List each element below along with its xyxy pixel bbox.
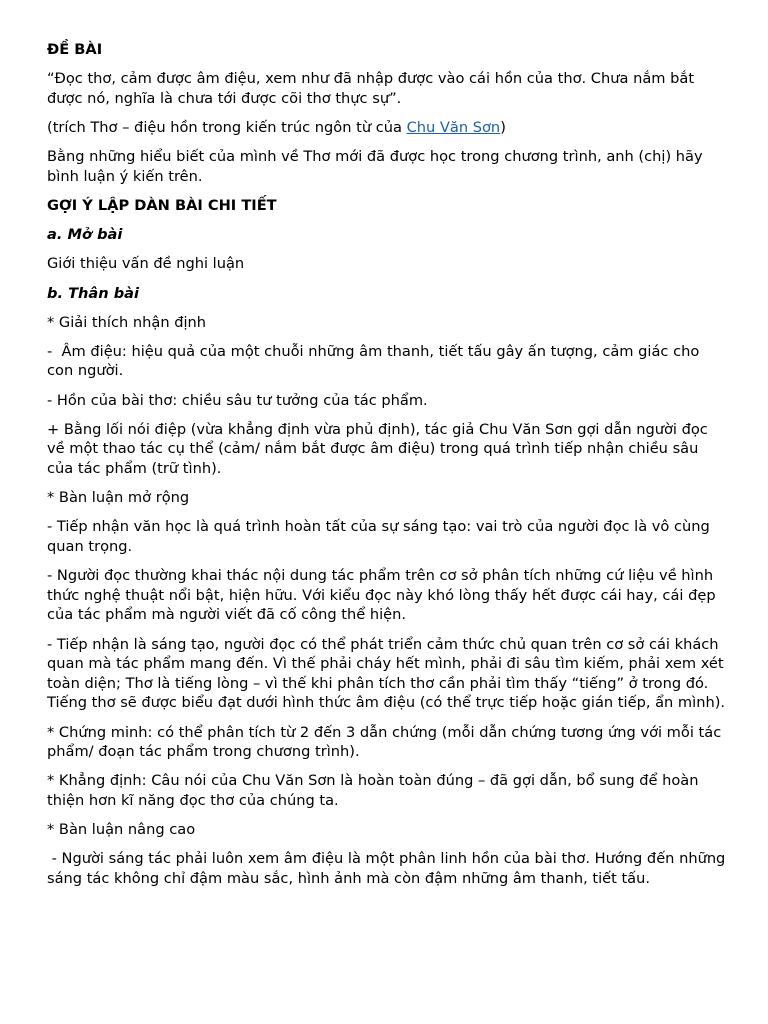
body-paragraph: * Bàn luận nâng cao [47,821,196,839]
source-suffix: ) [500,118,506,136]
section-b-heading: b. Thân bài [47,284,140,302]
section-a-heading: a. Mở bài [47,226,123,244]
body-paragraph: + Bằng lối nói điệp (vừa khẳng định vừa phủ định), tác giả Chu Văn Sơn gợi dẫn người đọc về một thao tác cụ thể (cảm/ nắm bắt được âm điệu) trong quá trình tiếp nhận chiều sâu của tác phẩm (trữ tình). [47,420,713,478]
source-paragraph [47,118,729,138]
document-page [47,40,729,898]
body-paragraph: - Người sáng tác phải luôn xem âm điệu là một phân linh hồn của bài thơ. Hướng đến những sáng tác không chỉ đậm màu sắc, hình ảnh mà còn đậm những âm thanh, tiết tấu. [47,850,730,887]
author-link[interactable]: Chu Văn Sơn [406,118,501,136]
body-paragraph: * Khẳng định: Câu nói của Chu Văn Sơn là hoàn toàn đúng – đã gợi dẫn, bổ sung để hoàn thiện hơn kĩ năng đọc thơ của chúng ta. [47,772,704,809]
quote-paragraph: “Đọc thơ, cảm được âm điệu, xem như đã nhập được vào cái hồn của thơ. Chưa nắm bắt được nó, nghĩa là chưa tới được cõi thơ thực sự”. [47,70,699,107]
body-paragraph: * Giải thích nhận định [47,313,207,331]
task-paragraph: Bằng những hiểu biết của mình về Thơ mới đã được học trong chương trình, anh (chị) hãy bình luận ý kiến trên. [47,148,708,185]
body-paragraph: - Tiếp nhận là sáng tạo, người đọc có thể phát triển cảm thức chủ quan trên cơ sở cái khách quan mà tác phẩm mang đến. Vì thế phải cháy hết mình, phải đi sâu tìm kiếm, phải xem xét toàn diện; Thơ là tiếng lòng – vì thế khi phân tích thơ cần phải tìm thấy “tiếng” ở trong đó. Tiếng thơ sẽ được biểu đạt dưới hình thức âm điệu (có thể trực tiếp hoặc gián tiếp, ẩn mình). [47,635,729,712]
body-paragraph: - Hồn của bài thơ: chiều sâu tư tưởng của tác phẩm. [47,391,428,409]
body-paragraph: - Âm điệu: hiệu quả của một chuỗi những âm thanh, tiết tấu gây ấn tượng, cảm giác cho con người. [47,342,704,380]
body-paragraph: - Tiếp nhận văn học là quá trình hoàn tất của sự sáng tạo: vai trò của người đọc là vô cùng quan trọng. [47,518,715,555]
heading-de-bai: ĐỀ BÀI [47,41,103,58]
body-paragraph: - Người đọc thường khai thác nội dung tác phẩm trên cơ sở phân tích những cứ liệu về hình thức nghệ thuật nổi bật, hiện hữu. Với kiểu đọc này khó lòng thấy hết được cái hay, cái đẹp của tác phẩm mà người viết đã cố công thể hiện. [47,567,721,624]
body-paragraph: * Bàn luận mở rộng [47,489,190,507]
heading-outline: GỢI Ý LẬP DÀN BÀI CHI TIẾT [47,196,277,214]
body-paragraph: * Chứng minh: có thể phân tích từ 2 đến 3 dẫn chứng (mỗi dẫn chứng tương ứng với mỗi tác phẩm/ đoạn tác phẩm trong chương trình). [47,723,726,761]
source-prefix: (trích Thơ – điệu hồn trong kiến trúc ngôn từ của [47,118,407,136]
intro-paragraph: Giới thiệu vấn đề nghi luận [47,255,245,273]
